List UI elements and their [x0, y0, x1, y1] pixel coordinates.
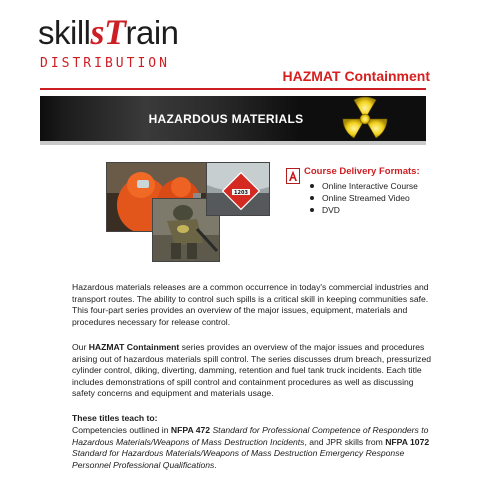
logo-word-after: rain: [125, 14, 179, 51]
series-name: HAZMAT Containment: [88, 342, 180, 352]
teaches-heading: These titles teach to:: [72, 413, 158, 423]
series-description: series provides an overview of the major issues and procedures arising out of hazardous materials spill control. The series discusses drum breach, pressurized cylinder control, diking, diverting, damming, retention and fuel tank truck incidents. Each title includes demonstrations of spill control and containment procedures as well as discussing safety concerns and equipment and materials usage.: [72, 342, 432, 399]
standard-nfpa-1072-title: Standard for Hazardous Materials/Weapons of Mass Destruction Emergency Response Personnel Professional Qualifications: [72, 448, 405, 470]
title-rule: [40, 88, 426, 90]
svg-text:1203: 1203: [234, 190, 248, 196]
document-title: HAZMAT Containment: [282, 68, 430, 84]
logo-word-accent: sT: [90, 12, 126, 52]
teaches-text-1: Competencies outlined in: [72, 425, 171, 435]
logo-word-before: skill: [38, 14, 91, 51]
acrobat-icon: [286, 168, 300, 184]
delivery-formats-title: Course Delivery Formats:: [304, 166, 420, 177]
banner-title: HAZARDOUS MATERIALS: [148, 112, 304, 126]
list-item: Online Streamed Video: [308, 192, 418, 204]
standard-nfpa-1072: NFPA 1072: [385, 436, 430, 447]
teaches-text-2: , and JPR skills from: [304, 436, 386, 447]
intro-paragraph: Hazardous materials releases are a common occurrence in today's commercial industries and transport routes. The ability to control such spills is a critical skill in keeping communities safe. This four-part series provides an overview of the major issues, equipment, materials and procedures necessary for release control.: [72, 282, 429, 327]
list-item: Online Interactive Course: [308, 180, 418, 192]
series-prefix: Our: [72, 342, 89, 352]
delivery-formats-list: [308, 180, 418, 216]
radiation-trefoil-icon: [336, 94, 394, 144]
logo-subtitle: DISTRIBUTION: [40, 56, 170, 71]
teaches-paragraph: [72, 425, 432, 471]
brand-logo: [38, 14, 179, 50]
series-paragraph: [72, 342, 432, 400]
teaches-end: .: [214, 459, 217, 470]
standard-nfpa-472: NFPA 472: [170, 425, 211, 435]
photo-placard-1203: [206, 162, 270, 216]
list-item: DVD: [308, 204, 418, 216]
standard-nfpa-472-title: Standard for Professional Competence of Responders to Hazardous Materials/Weapons of Mass Destruction Incidents: [72, 425, 429, 447]
